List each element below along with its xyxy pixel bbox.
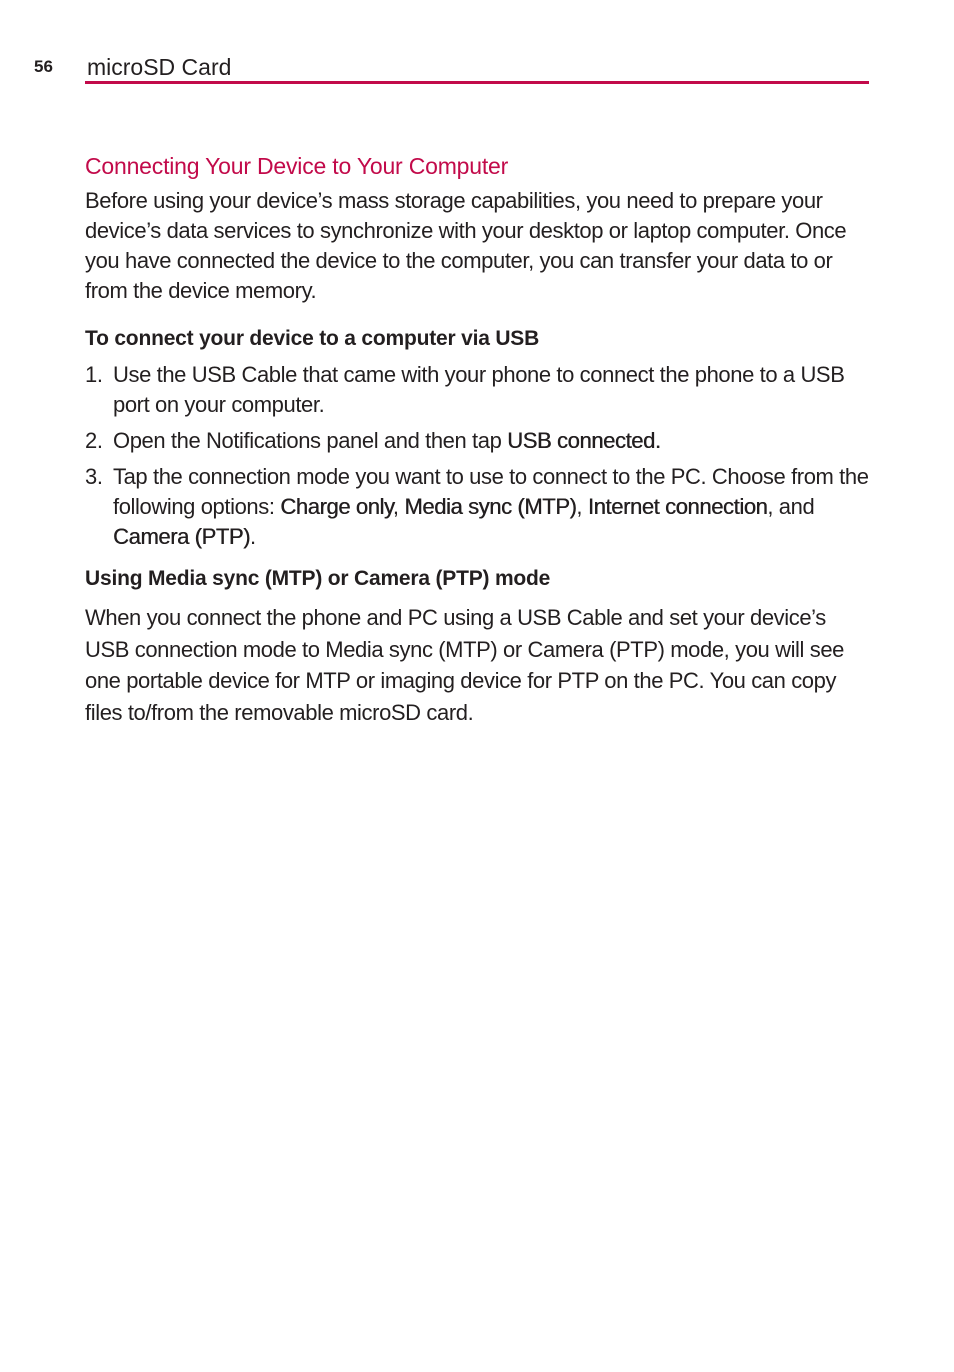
separator: ,	[576, 494, 588, 519]
step-text: Use the USB Cable that came with your phone to connect the phone to a USB port on your computer.	[113, 362, 845, 417]
chapter-title: microSD Card	[87, 54, 232, 80]
page-number: 56	[34, 57, 53, 76]
mtp-paragraph: When you connect the phone and PC using a USB Cable and set your device’s USB connection mode to Media sync (MTP) or Camera (PTP) mode, you will see one portable device for MTP or imaging device for PTP on the PC. You can copy files to/from the removable microSD card.	[85, 605, 845, 725]
keyword-charge-only: Charge only	[280, 494, 393, 519]
list-item	[85, 426, 869, 456]
step-text: Open the Notifications panel and then tap	[113, 428, 508, 453]
keyword-camera-ptp: Camera (PTP)	[113, 524, 250, 549]
list-item	[85, 360, 869, 420]
keyword-media-sync: Media sync (MTP)	[404, 494, 577, 519]
intro-paragraph: Before using your device’s mass storage capabilities, you need to prepare your device’s data services to synchronize with your desktop or laptop computer. Once you have connected the device to the computer, you can transfer your data to or from the device memory.	[85, 188, 847, 303]
period: .	[250, 524, 256, 549]
step-text: Tap the connection mode you want to use to connect to the PC. Choose from the following options:	[113, 464, 869, 519]
step-number: 1.	[85, 362, 103, 387]
running-header	[85, 53, 869, 84]
mtp-section-heading: Using Media sync (MTP) or Camera (PTP) mode	[85, 567, 551, 590]
keyword-internet-connection: Internet connection	[587, 494, 768, 519]
step-number: 2.	[85, 428, 103, 453]
separator: ,	[392, 494, 405, 519]
usb-steps-list	[85, 360, 869, 552]
separator: , and	[767, 494, 815, 519]
page-content	[85, 150, 869, 728]
usb-procedure-heading: To connect your device to a computer via USB	[85, 327, 540, 350]
keyword-usb-connected: USB connected.	[507, 428, 661, 453]
list-item	[85, 462, 869, 552]
step-number: 3.	[85, 464, 103, 489]
section-title: Connecting Your Device to Your Computer	[85, 153, 509, 179]
